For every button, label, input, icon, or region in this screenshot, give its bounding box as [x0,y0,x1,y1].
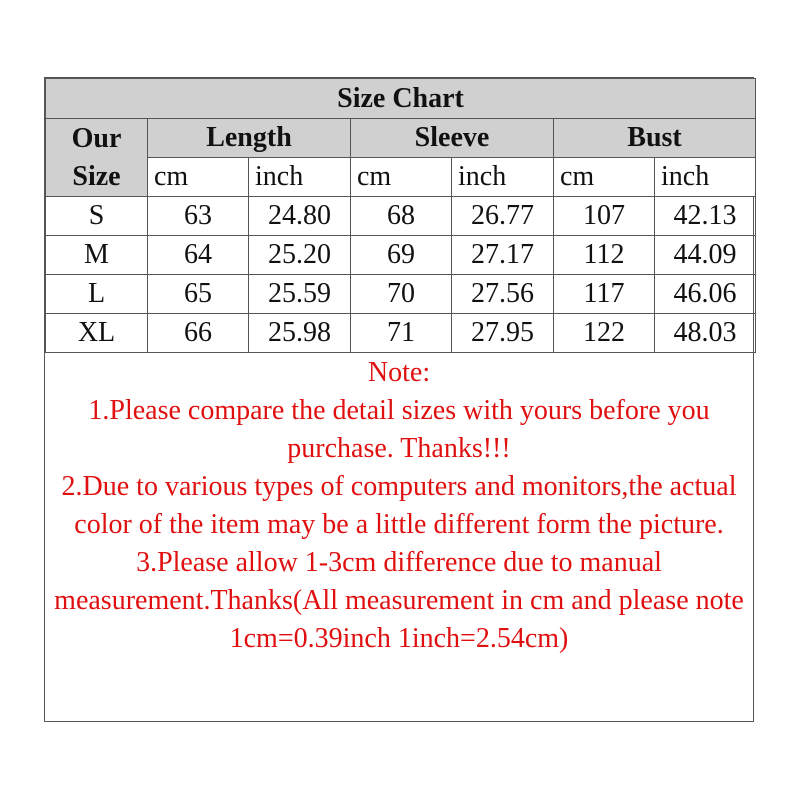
table-row [46,314,756,353]
unit-header: inch [249,158,351,197]
size-table [45,78,756,353]
unit-header: cm [148,158,249,197]
table-cell: 25.59 [249,275,351,314]
length-header: Length [148,119,351,158]
table-cell: 70 [351,275,452,314]
table-cell: 107 [554,197,655,236]
chart-title: Size Chart [46,79,756,119]
size-label: S [46,197,148,236]
table-cell: 64 [148,236,249,275]
bust-header: Bust [554,119,756,158]
table-cell: 65 [148,275,249,314]
table-cell: 117 [554,275,655,314]
sleeve-header: Sleeve [351,119,554,158]
table-row [46,197,756,236]
table-cell: 48.03 [655,314,756,353]
size-chart [44,77,754,722]
table-cell: 68 [351,197,452,236]
table-cell: 63 [148,197,249,236]
unit-header: cm [351,158,452,197]
table-cell: 25.98 [249,314,351,353]
note-item: 2.Due to various types of computers and monitors,the actual color of the item may be a little different form the picture. [61,471,737,540]
table-cell: 71 [351,314,452,353]
table-cell: 112 [554,236,655,275]
unit-header: cm [554,158,655,197]
table-cell: 69 [351,236,452,275]
table-cell: 24.80 [249,197,351,236]
table-cell: 26.77 [452,197,554,236]
table-cell: 122 [554,314,655,353]
table-cell: 42.13 [655,197,756,236]
table-cell: 27.95 [452,314,554,353]
table-row [46,275,756,314]
our-size-line1: Our [71,122,122,154]
size-label: L [46,275,148,314]
table-cell: 27.17 [452,236,554,275]
our-size-line2: Size [72,160,121,192]
note-item: 1.Please compare the detail sizes with yours before you purchase. Thanks!!! [88,395,710,464]
table-row [46,236,756,275]
unit-header: inch [452,158,554,197]
table-cell: 66 [148,314,249,353]
size-label: M [46,236,148,275]
table-cell: 27.56 [452,275,554,314]
table-cell: 44.09 [655,236,756,275]
table-cell: 25.20 [249,236,351,275]
note-heading: Note: [367,357,431,388]
table-cell: 46.06 [655,275,756,314]
our-size-header [46,119,148,197]
note-item: 3.Please allow 1-3cm difference due to manual measurement.Thanks(All measurement in cm and please note 1cm=0.39inch 1inch=2.54cm) [54,547,744,654]
size-label: XL [46,314,148,353]
unit-header: inch [655,158,756,197]
notes-section [45,350,753,721]
